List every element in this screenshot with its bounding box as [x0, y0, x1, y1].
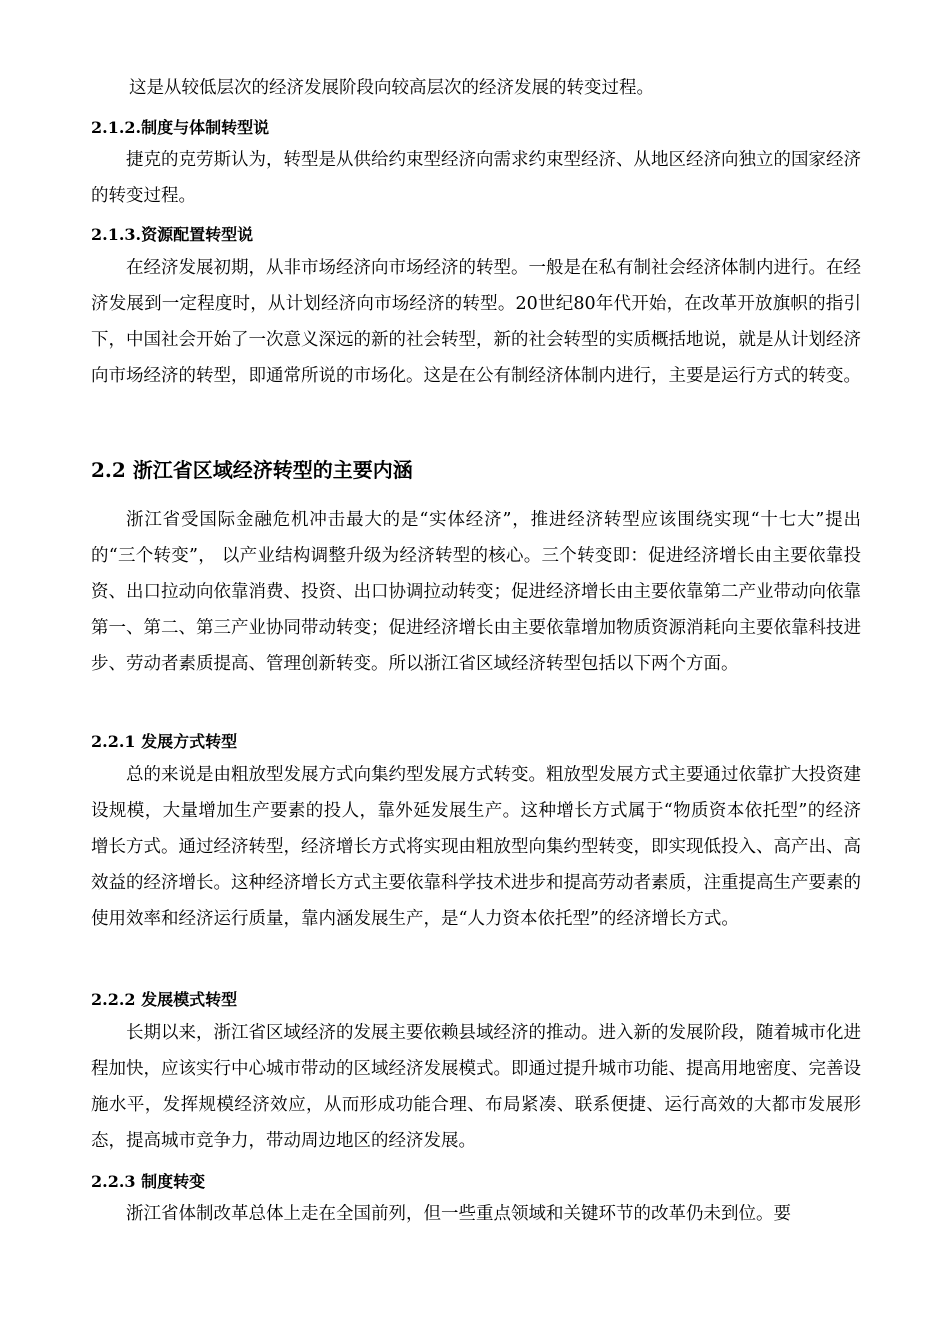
heading-2-1-2 [91, 116, 861, 140]
heading-2-1-3 [91, 223, 861, 247]
paragraph-text: 总的来说是由粗放型发展方式向集约型发展方式转变。粗放型发展方式主要通过依靠扩大投资建设规模，大量增加生产要素的投人，靠外延发展生产。这种增长方式属于“物质资本依托型”的经济增长方式。通过经济转型，经济增长方式将实现由粗放型向集约型转变，即实现低投入、高产出、高效益的经济增长。这种经济增长方式主要依靠科学技术进步和提高劳动者素质，注重提高生产要素的使用效率和经济运行质量，靠内涵发展生产，是“人力资本依托型”的经济增长方式。 [91, 765, 861, 929]
paragraph-2-2-1 [91, 757, 861, 937]
paragraph-2-1-3 [91, 250, 861, 394]
section-heading: 2.1.2.制度与体制转型说 [91, 118, 270, 137]
paragraph-2-2 [91, 502, 861, 682]
section-heading: 2.2 浙江省区域经济转型的主要内涵 [91, 458, 413, 482]
paragraph-2-1-2 [91, 142, 861, 214]
paragraph-text: 长期以来，浙江省区域经济的发展主要依赖县域经济的推动。进入新的发展阶段，随着城市化进程加快，应该实行中心城市带动的区域经济发展模式。即通过提升城市功能、提高用地密度、完善设施水平，发挥规模经济效应，从而形成功能合理、布局紧凑、联系便捷、运行高效的大都市发展形态，提高城市竞争力，带动周边地区的经济发展。 [91, 1023, 861, 1151]
paragraph-2-2-3 [91, 1196, 861, 1232]
heading-2-2-2 [91, 988, 861, 1012]
paragraph-text: 浙江省体制改革总体上走在全国前列，但一些重点领域和关键环节的改革仍未到位。要 [126, 1204, 791, 1224]
paragraph-text: 在经济发展初期，从非市场经济向市场经济的转型。一般是在私有制社会经济体制内进行。在经济发展到一定程度时，从计划经济向市场经济的转型。20世纪80年代开始，在改革开放旗帜的指引下，中国社会开始了一次意义深远的新的社会转型，新的社会转型的实质概括地说，就是从计划经济向市场经济的转型，即通常所说的市场化。这是在公有制经济体制内进行，主要是运行方式的转变。 [91, 258, 861, 386]
heading-2-2 [91, 455, 861, 485]
paragraph-text: 浙江省受国际金融危机冲击最大的是“实体经济”，推进经济转型应该围绕实现“十七大”提出的“三个转变”， 以产业结构调整升级为经济转型的核心。三个转变即：促进经济增长由主要依靠投资、出口拉动向依靠消费、投资、出口协调拉动转变；促进经济增长由主要依靠第二产业带动向依靠第一、第二、第三产业协同带动转变；促进经济增长由主要依靠增加物质资源消耗向主要依靠科技进步、劳动者素质提高、管理创新转变。所以浙江省区域经济转型包括以下两个方面。 [91, 510, 861, 674]
section-heading: 2.2.3 制度转变 [91, 1172, 206, 1191]
paragraph-intro [91, 70, 861, 106]
section-heading: 2.2.2 发展模式转型 [91, 990, 238, 1009]
heading-2-2-3 [91, 1170, 861, 1194]
heading-2-2-1 [91, 730, 861, 754]
paragraph-text: 这是从较低层次的经济发展阶段向较高层次的经济发展的转变过程。 [129, 78, 654, 98]
paragraph-2-2-2 [91, 1015, 861, 1159]
paragraph-text: 捷克的克劳斯认为，转型是从供给约束型经济向需求约束型经济、从地区经济向独立的国家经济的转变过程。 [91, 150, 861, 206]
section-heading: 2.2.1 发展方式转型 [91, 732, 238, 751]
section-heading: 2.1.3.资源配置转型说 [91, 225, 254, 244]
